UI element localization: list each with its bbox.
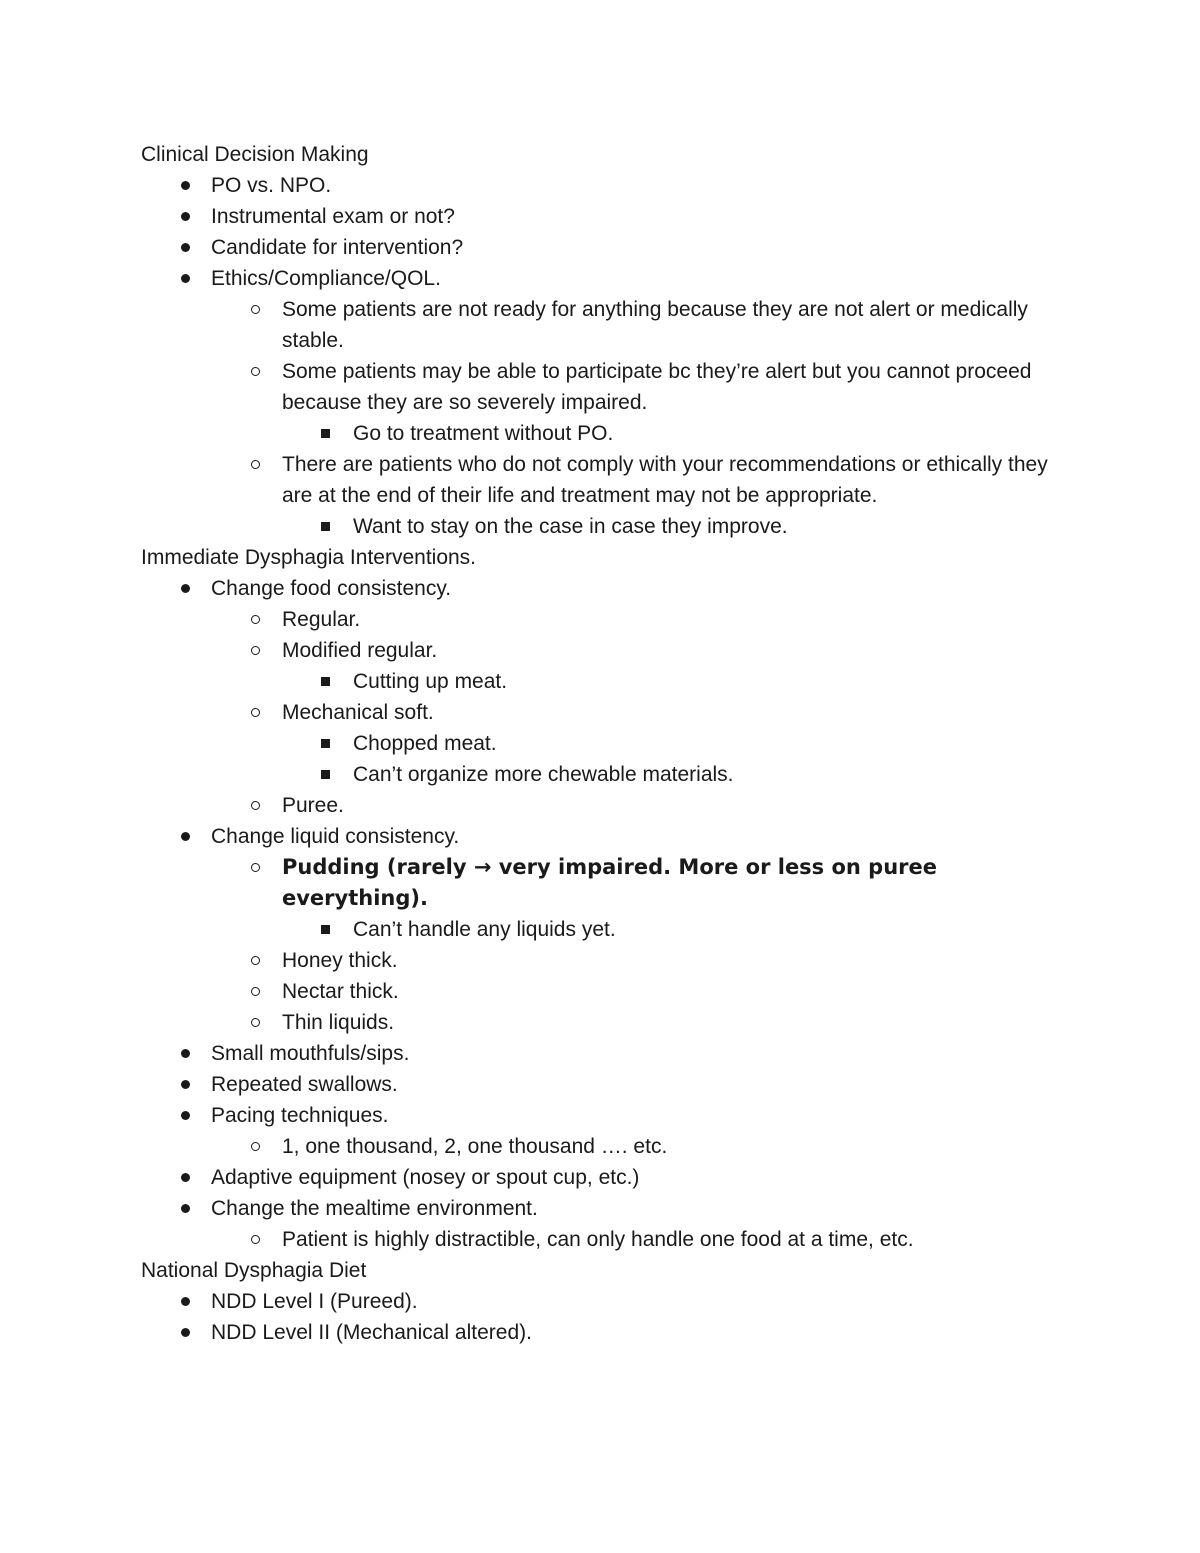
bullet-square-icon <box>318 418 332 449</box>
list-item: Some patients are not ready for anything because they are not alert or medically stable. <box>141 294 1081 356</box>
list-item: Pacing techniques. <box>141 1100 1081 1131</box>
document-body <box>141 139 1081 1348</box>
bullet-dot-icon <box>178 263 192 294</box>
list-item: Instrumental exam or not? <box>141 201 1081 232</box>
bullet-circle-icon <box>248 790 262 821</box>
list-item: Regular. <box>141 604 1081 635</box>
bullet-circle-icon <box>248 697 262 728</box>
bullet-square-icon <box>318 914 332 945</box>
list-item: Go to treatment without PO. <box>141 418 1081 449</box>
list-item-bold: Pudding (rarely → very impaired. More or less on puree everything). <box>141 852 1081 914</box>
list-item: PO vs. NPO. <box>141 170 1081 201</box>
list-item: Mechanical soft. <box>141 697 1081 728</box>
bullet-circle-icon <box>248 294 262 325</box>
list-item: Patient is highly distractible, can only handle one food at a time, etc. <box>141 1224 1081 1255</box>
bullet-dot-icon <box>178 1286 192 1317</box>
list-item: Candidate for intervention? <box>141 232 1081 263</box>
bullet-circle-icon <box>248 604 262 635</box>
list-item: Adaptive equipment (nosey or spout cup, etc.) <box>141 1162 1081 1193</box>
list-item: Puree. <box>141 790 1081 821</box>
bullet-circle-icon <box>248 852 262 883</box>
list-item: Can’t handle any liquids yet. <box>141 914 1081 945</box>
list-item: Honey thick. <box>141 945 1081 976</box>
bullet-dot-icon <box>178 573 192 604</box>
list-item: Small mouthfuls/sips. <box>141 1038 1081 1069</box>
list-item: Cutting up meat. <box>141 666 1081 697</box>
list-item: Nectar thick. <box>141 976 1081 1007</box>
list-item: Change food consistency. <box>141 573 1081 604</box>
list-item: NDD Level I (Pureed). <box>141 1286 1081 1317</box>
bullet-circle-icon <box>248 356 262 387</box>
list-item: NDD Level II (Mechanical altered). <box>141 1317 1081 1348</box>
bullet-square-icon <box>318 666 332 697</box>
bullet-dot-icon <box>178 1100 192 1131</box>
bullet-square-icon <box>318 511 332 542</box>
list-item: Chopped meat. <box>141 728 1081 759</box>
list-item: Can’t organize more chewable materials. <box>141 759 1081 790</box>
bullet-dot-icon <box>178 1038 192 1069</box>
bullet-circle-icon <box>248 449 262 480</box>
bullet-dot-icon <box>178 170 192 201</box>
list-item: There are patients who do not comply with your recommendations or ethically they are at the end of their life and treatment may not be appropriate. <box>141 449 1081 511</box>
bullet-circle-icon <box>248 945 262 976</box>
bullet-square-icon <box>318 728 332 759</box>
bullet-dot-icon <box>178 1162 192 1193</box>
bullet-dot-icon <box>178 1193 192 1224</box>
bullet-dot-icon <box>178 1069 192 1100</box>
bullet-dot-icon <box>178 232 192 263</box>
bullet-circle-icon <box>248 1007 262 1038</box>
section-heading: Immediate Dysphagia Interventions. <box>141 546 477 569</box>
bullet-circle-icon <box>248 976 262 1007</box>
bullet-square-icon <box>318 759 332 790</box>
section-heading: Clinical Decision Making <box>141 143 369 166</box>
section-heading: National Dysphagia Diet <box>141 1259 367 1282</box>
bullet-dot-icon <box>178 821 192 852</box>
list-item: Modified regular. <box>141 635 1081 666</box>
bullet-circle-icon <box>248 1131 262 1162</box>
list-item: 1, one thousand, 2, one thousand …. etc. <box>141 1131 1081 1162</box>
list-item: Ethics/Compliance/QOL. <box>141 263 1081 294</box>
bullet-dot-icon <box>178 1317 192 1348</box>
list-item: Repeated swallows. <box>141 1069 1081 1100</box>
bullet-dot-icon <box>178 201 192 232</box>
bullet-circle-icon <box>248 635 262 666</box>
list-item: Want to stay on the case in case they improve. <box>141 511 1081 542</box>
list-item: Change the mealtime environment. <box>141 1193 1081 1224</box>
list-item: Thin liquids. <box>141 1007 1081 1038</box>
bullet-circle-icon <box>248 1224 262 1255</box>
list-item: Some patients may be able to participate bc they’re alert but you cannot proceed because they are so severely impaired. <box>141 356 1081 418</box>
list-item: Change liquid consistency. <box>141 821 1081 852</box>
